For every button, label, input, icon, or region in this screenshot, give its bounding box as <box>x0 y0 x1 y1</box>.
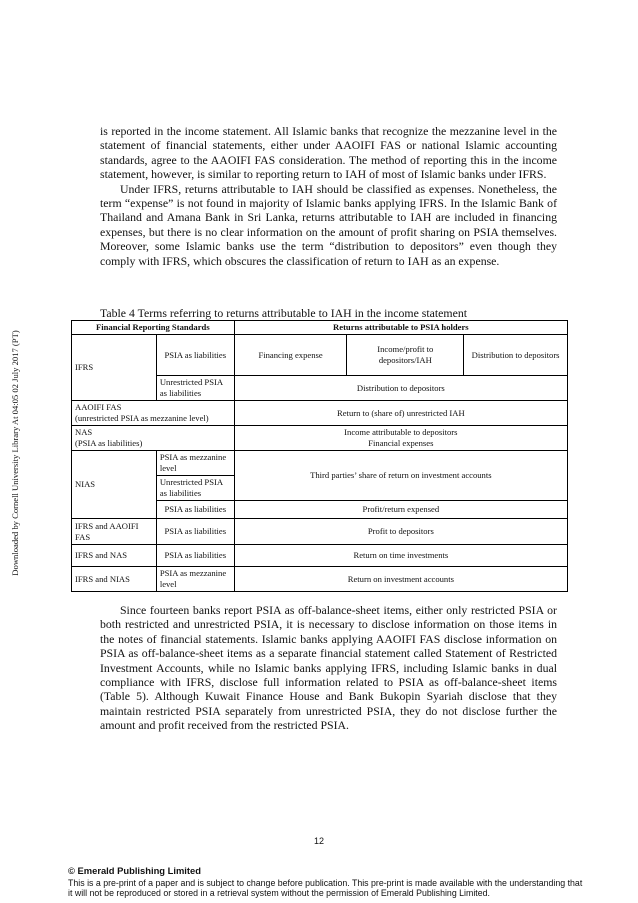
returns-terms-table <box>71 320 568 592</box>
nas-label: NAS <box>75 427 93 437</box>
nas-return-1: Income attributable to depositors <box>344 427 458 437</box>
footer-copyright: © Emerald Publishing Limited <box>68 865 201 876</box>
paragraph-block-2 <box>100 603 557 733</box>
paragraph-1: is reported in the income statement. All Islamic banks that recognize the mezzanine level in the statement of financial statements, either under AAOIFI FAS or national Islamic accounting standards, agree to the AAOIFI FAS consideration. The method of reporting this in the income statement, however, is similar to reporting return to IAH of most of Islamic banks under IFRS. <box>100 124 557 182</box>
cell-financing-expense: Financing expense <box>234 335 347 376</box>
cell-nias-unrestricted: Unrestricted PSIA as liabilities <box>156 476 234 501</box>
header-standards: Financial Reporting Standards <box>72 321 235 335</box>
aaoifi-sublabel: (unrestricted PSIA as mezzanine level) <box>75 413 209 423</box>
footer <box>68 866 588 899</box>
aaoifi-label: AAOIFI FAS <box>75 402 122 412</box>
cell-ifrs-nias: IFRS and NIAS <box>72 567 157 592</box>
cell-nas <box>72 426 235 451</box>
cell-ifrs-nas-psia: PSIA as liabilities <box>156 545 234 567</box>
cell-ifrs: IFRS <box>72 335 157 401</box>
download-watermark: Downloaded by Cornell University Library At 04:05 02 July 2017 (PT) <box>10 330 20 576</box>
cell-aaoifi <box>72 401 235 426</box>
cell-unrestricted-liabilities: Unrestricted PSIA as liabilities <box>156 376 234 401</box>
cell-income-profit: Income/profit to depositors/IAH <box>347 335 464 376</box>
cell-distribution-depositors-2: Distribution to depositors <box>234 376 567 401</box>
nas-sublabel: (PSIA as liabilities) <box>75 438 143 448</box>
table-caption: Table 4 Terms referring to returns attributable to IAH in the income statement <box>100 306 467 320</box>
cell-nias: NIAS <box>72 451 157 519</box>
header-returns: Returns attributable to PSIA holders <box>234 321 567 335</box>
cell-nias-psia-liabilities: PSIA as liabilities <box>156 501 234 519</box>
nas-return-2: Financial expenses <box>368 438 434 448</box>
paragraph-block-1 <box>100 124 557 268</box>
cell-ifrs-aaoifi: IFRS and AAOIFI FAS <box>72 519 157 545</box>
paragraph-3: Since fourteen banks report PSIA as off-balance-sheet items, either only restricted PSIA or both restricted and unrestricted PSIA, it is necessary to disclose information on those items in the notes of financial statements. Islamic banks applying AAOIFI FAS disclose information on PSIA as off-balance-sheet items as a separate financial statement called Statement of Restricted Investment Accounts, while no Islamic banks applying IFRS, including Islamic banks in dual compliance with IFRS, disclose full information related to PSIA as off-balance-sheet items (Table 5). Although Kuwait Finance House and Bank Bukopin Syariah disclose that they maintain restricted PSIA separately from unrestricted PSIA, they do not disclose further the amount and profit received from the restricted PSIA. <box>100 603 557 733</box>
cell-nias-mezzanine: PSIA as mezzanine level <box>156 451 234 476</box>
cell-ifrs-nias-psia: PSIA as mezzanine level <box>156 567 234 592</box>
cell-nas-return <box>234 426 567 451</box>
cell-ifrs-nas-return: Return on time investments <box>234 545 567 567</box>
cell-psia-liabilities: PSIA as liabilities <box>156 335 234 376</box>
cell-ifrs-nas: IFRS and NAS <box>72 545 157 567</box>
page-number: 12 <box>313 836 324 846</box>
cell-aaoifi-return: Return to (share of) unrestricted IAH <box>234 401 567 426</box>
cell-nias-third-parties: Third parties’ share of return on investment accounts <box>234 451 567 501</box>
paragraph-2: Under IFRS, returns attributable to IAH should be classified as expenses. Nonetheless, the term “expense” is not found in majority of Islamic banks applying IFRS. In the Islamic Bank of Thailand and Amana Bank in Sri Lanka, returns attributable to IAH are included in financing expenses, but there is no clear information on the amount of profit sharing on PSIA themselves. Moreover, some Islamic banks use the term “distribution to depositors” even though they comply with IFRS, which obscures the classification of return to IAH as an expense. <box>100 181 557 268</box>
cell-nias-profit: Profit/return expensed <box>234 501 567 519</box>
cell-ifrs-aaoifi-return: Profit to depositors <box>234 519 567 545</box>
cell-ifrs-nias-return: Return on investment accounts <box>234 567 567 592</box>
cell-distribution-depositors: Distribution to depositors <box>464 335 568 376</box>
cell-ifrs-aaoifi-psia: PSIA as liabilities <box>156 519 234 545</box>
footer-notice: This is a pre-print of a paper and is subject to change before publication. This pre-print is made available with the understanding that it will not be reproduced or stored in a retrieval system without the permission of Emerald Publishing Limited. <box>68 877 583 899</box>
